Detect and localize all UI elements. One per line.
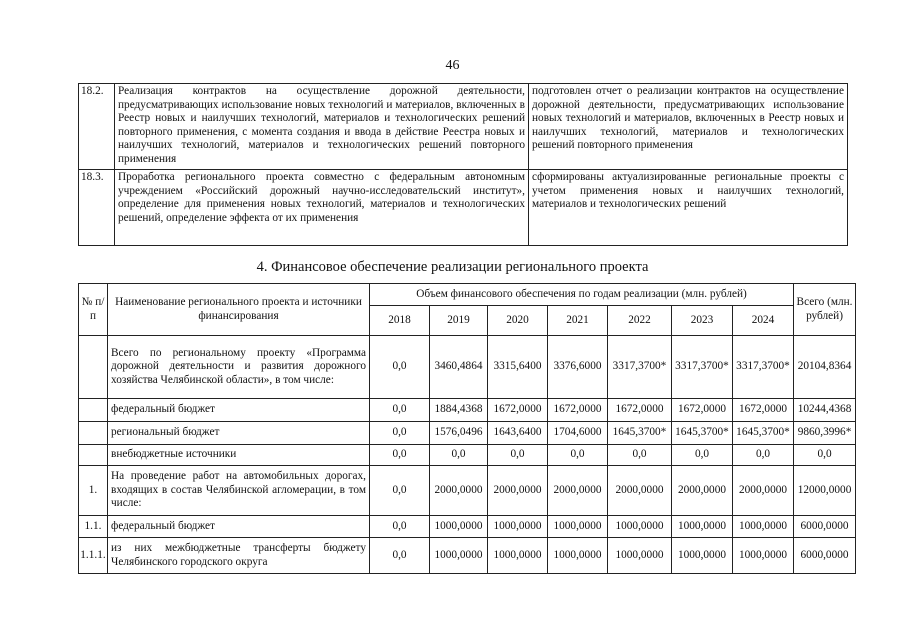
row-name: региональный бюджет (108, 422, 370, 445)
value-cell: 1576,0496 (430, 422, 488, 445)
value-cell: 3376,6000 (548, 336, 608, 399)
section-title: 4. Финансовое обеспечение реализации регионального проекта (256, 259, 649, 275)
measures-table (78, 83, 848, 246)
value-cell: 1672,0000 (608, 399, 672, 422)
value-cell: 0,0 (370, 445, 430, 466)
value-cell: 1000,0000 (430, 516, 488, 538)
value-cell: 0,0 (548, 445, 608, 466)
row-number (79, 399, 108, 422)
total-cell: 10244,4368 (794, 399, 856, 422)
total-cell: 12000,0000 (794, 466, 856, 516)
row-number: 18.2. (79, 84, 115, 170)
header-year: 2024 (733, 306, 794, 336)
total-cell: 0,0 (794, 445, 856, 466)
total-cell: 6000,0000 (794, 516, 856, 538)
value-cell: 0,0 (370, 336, 430, 399)
header-year: 2023 (672, 306, 733, 336)
value-cell: 2000,0000 (548, 466, 608, 516)
value-cell: 1000,0000 (488, 538, 548, 574)
value-cell: 0,0 (608, 445, 672, 466)
total-cell: 6000,0000 (794, 538, 856, 574)
header-num: № п/п (79, 284, 108, 336)
table-row (79, 84, 848, 170)
value-cell: 1000,0000 (733, 538, 794, 574)
value-cell: 1000,0000 (548, 538, 608, 574)
value-cell: 1645,3700* (672, 422, 733, 445)
table-row (79, 422, 856, 445)
row-name: Всего по региональному проекту «Программа дорожной деятельности и развития дорожного хозяйства Челябинской области», в том числе: (108, 336, 370, 399)
value-cell: 1672,0000 (733, 399, 794, 422)
value-cell: 3317,3700* (608, 336, 672, 399)
value-cell: 0,0 (370, 538, 430, 574)
header-year: 2018 (370, 306, 430, 336)
row-number (79, 422, 108, 445)
row-name: федеральный бюджет (108, 516, 370, 538)
task-cell: Реализация контрактов на осуществление дорожной деятельности, предусматривающих использование новых технологий и материалов, включенных в Реестр новых и наилучших технологий, материалов и технологических решений повторного применения, с момента создания и ввода в действие Реестра новых и наилучших технологий, материалов и технологических решений повторного применения (115, 84, 529, 170)
value-cell: 1000,0000 (608, 516, 672, 538)
value-cell: 1000,0000 (548, 516, 608, 538)
financing-table (78, 283, 856, 574)
row-number: 1. (79, 466, 108, 516)
value-cell: 1643,6400 (488, 422, 548, 445)
value-cell: 0,0 (370, 422, 430, 445)
row-number (79, 445, 108, 466)
total-cell: 20104,8364 (794, 336, 856, 399)
table-row (79, 445, 856, 466)
row-name: внебюджетные источники (108, 445, 370, 466)
value-cell: 1645,3700* (608, 422, 672, 445)
task-cell: Проработка регионального проекта совместно с федеральным автономным учреждением «Российский дорожный научно-исследовательский институт», определение для применения новых технологий, материалов и технологических решений, определение эффекта от их применения (115, 170, 529, 246)
value-cell: 1000,0000 (608, 538, 672, 574)
value-cell: 0,0 (370, 516, 430, 538)
value-cell: 1000,0000 (488, 516, 548, 538)
header-row (79, 284, 856, 306)
table-row (79, 538, 856, 574)
value-cell: 1704,6000 (548, 422, 608, 445)
row-number: 18.3. (79, 170, 115, 246)
value-cell: 2000,0000 (430, 466, 488, 516)
value-cell: 1000,0000 (733, 516, 794, 538)
value-cell: 1645,3700* (733, 422, 794, 445)
result-cell: подготовлен отчет о реализации контрактов на осуществление дорожной деятельности, предусматривающих использование новых технологий и материалов, включенных в Реестр новых и наилучших технологий, материалов и технологических решений повторного применения (529, 84, 848, 170)
header-year: 2021 (548, 306, 608, 336)
value-cell: 0,0 (370, 399, 430, 422)
value-cell: 3460,4864 (430, 336, 488, 399)
value-cell: 2000,0000 (672, 466, 733, 516)
value-cell: 1000,0000 (672, 538, 733, 574)
value-cell: 1672,0000 (548, 399, 608, 422)
row-name: На проведение работ на автомобильных дорогах, входящих в состав Челябинской агломерации, в том числе: (108, 466, 370, 516)
value-cell: 0,0 (733, 445, 794, 466)
table-row (79, 170, 848, 246)
value-cell: 2000,0000 (608, 466, 672, 516)
table-row (79, 516, 856, 538)
value-cell: 0,0 (370, 466, 430, 516)
header-year: 2020 (488, 306, 548, 336)
page-number: 46 (445, 58, 460, 73)
value-cell: 2000,0000 (488, 466, 548, 516)
header-year: 2022 (608, 306, 672, 336)
value-cell: 0,0 (672, 445, 733, 466)
row-name: федеральный бюджет (108, 399, 370, 422)
row-name: из них межбюджетные трансферты бюджету Челябинского городского округа (108, 538, 370, 574)
value-cell: 1000,0000 (430, 538, 488, 574)
result-cell: сформированы актуализированные региональные проекты с учетом применения новых и наилучших технологий, материалов и технологических решений (529, 170, 848, 246)
row-number: 1.1. (79, 516, 108, 538)
row-number (79, 336, 108, 399)
total-cell: 9860,3996* (794, 422, 856, 445)
header-total: Всего (млн. рублей) (794, 284, 856, 336)
value-cell: 1000,0000 (672, 516, 733, 538)
value-cell: 1884,4368 (430, 399, 488, 422)
value-cell: 3315,6400 (488, 336, 548, 399)
header-year: 2019 (430, 306, 488, 336)
header-name: Наименование регионального проекта и источники финансирования (108, 284, 370, 336)
value-cell: 3317,3700* (672, 336, 733, 399)
value-cell: 3317,3700* (733, 336, 794, 399)
table-row (79, 399, 856, 422)
row-number: 1.1.1. (79, 538, 108, 574)
value-cell: 2000,0000 (733, 466, 794, 516)
value-cell: 1672,0000 (488, 399, 548, 422)
value-cell: 0,0 (430, 445, 488, 466)
value-cell: 1672,0000 (672, 399, 733, 422)
table-row (79, 466, 856, 516)
value-cell: 0,0 (488, 445, 548, 466)
table-row (79, 336, 856, 399)
header-volume: Объем финансового обеспечения по годам реализации (млн. рублей) (370, 284, 794, 306)
